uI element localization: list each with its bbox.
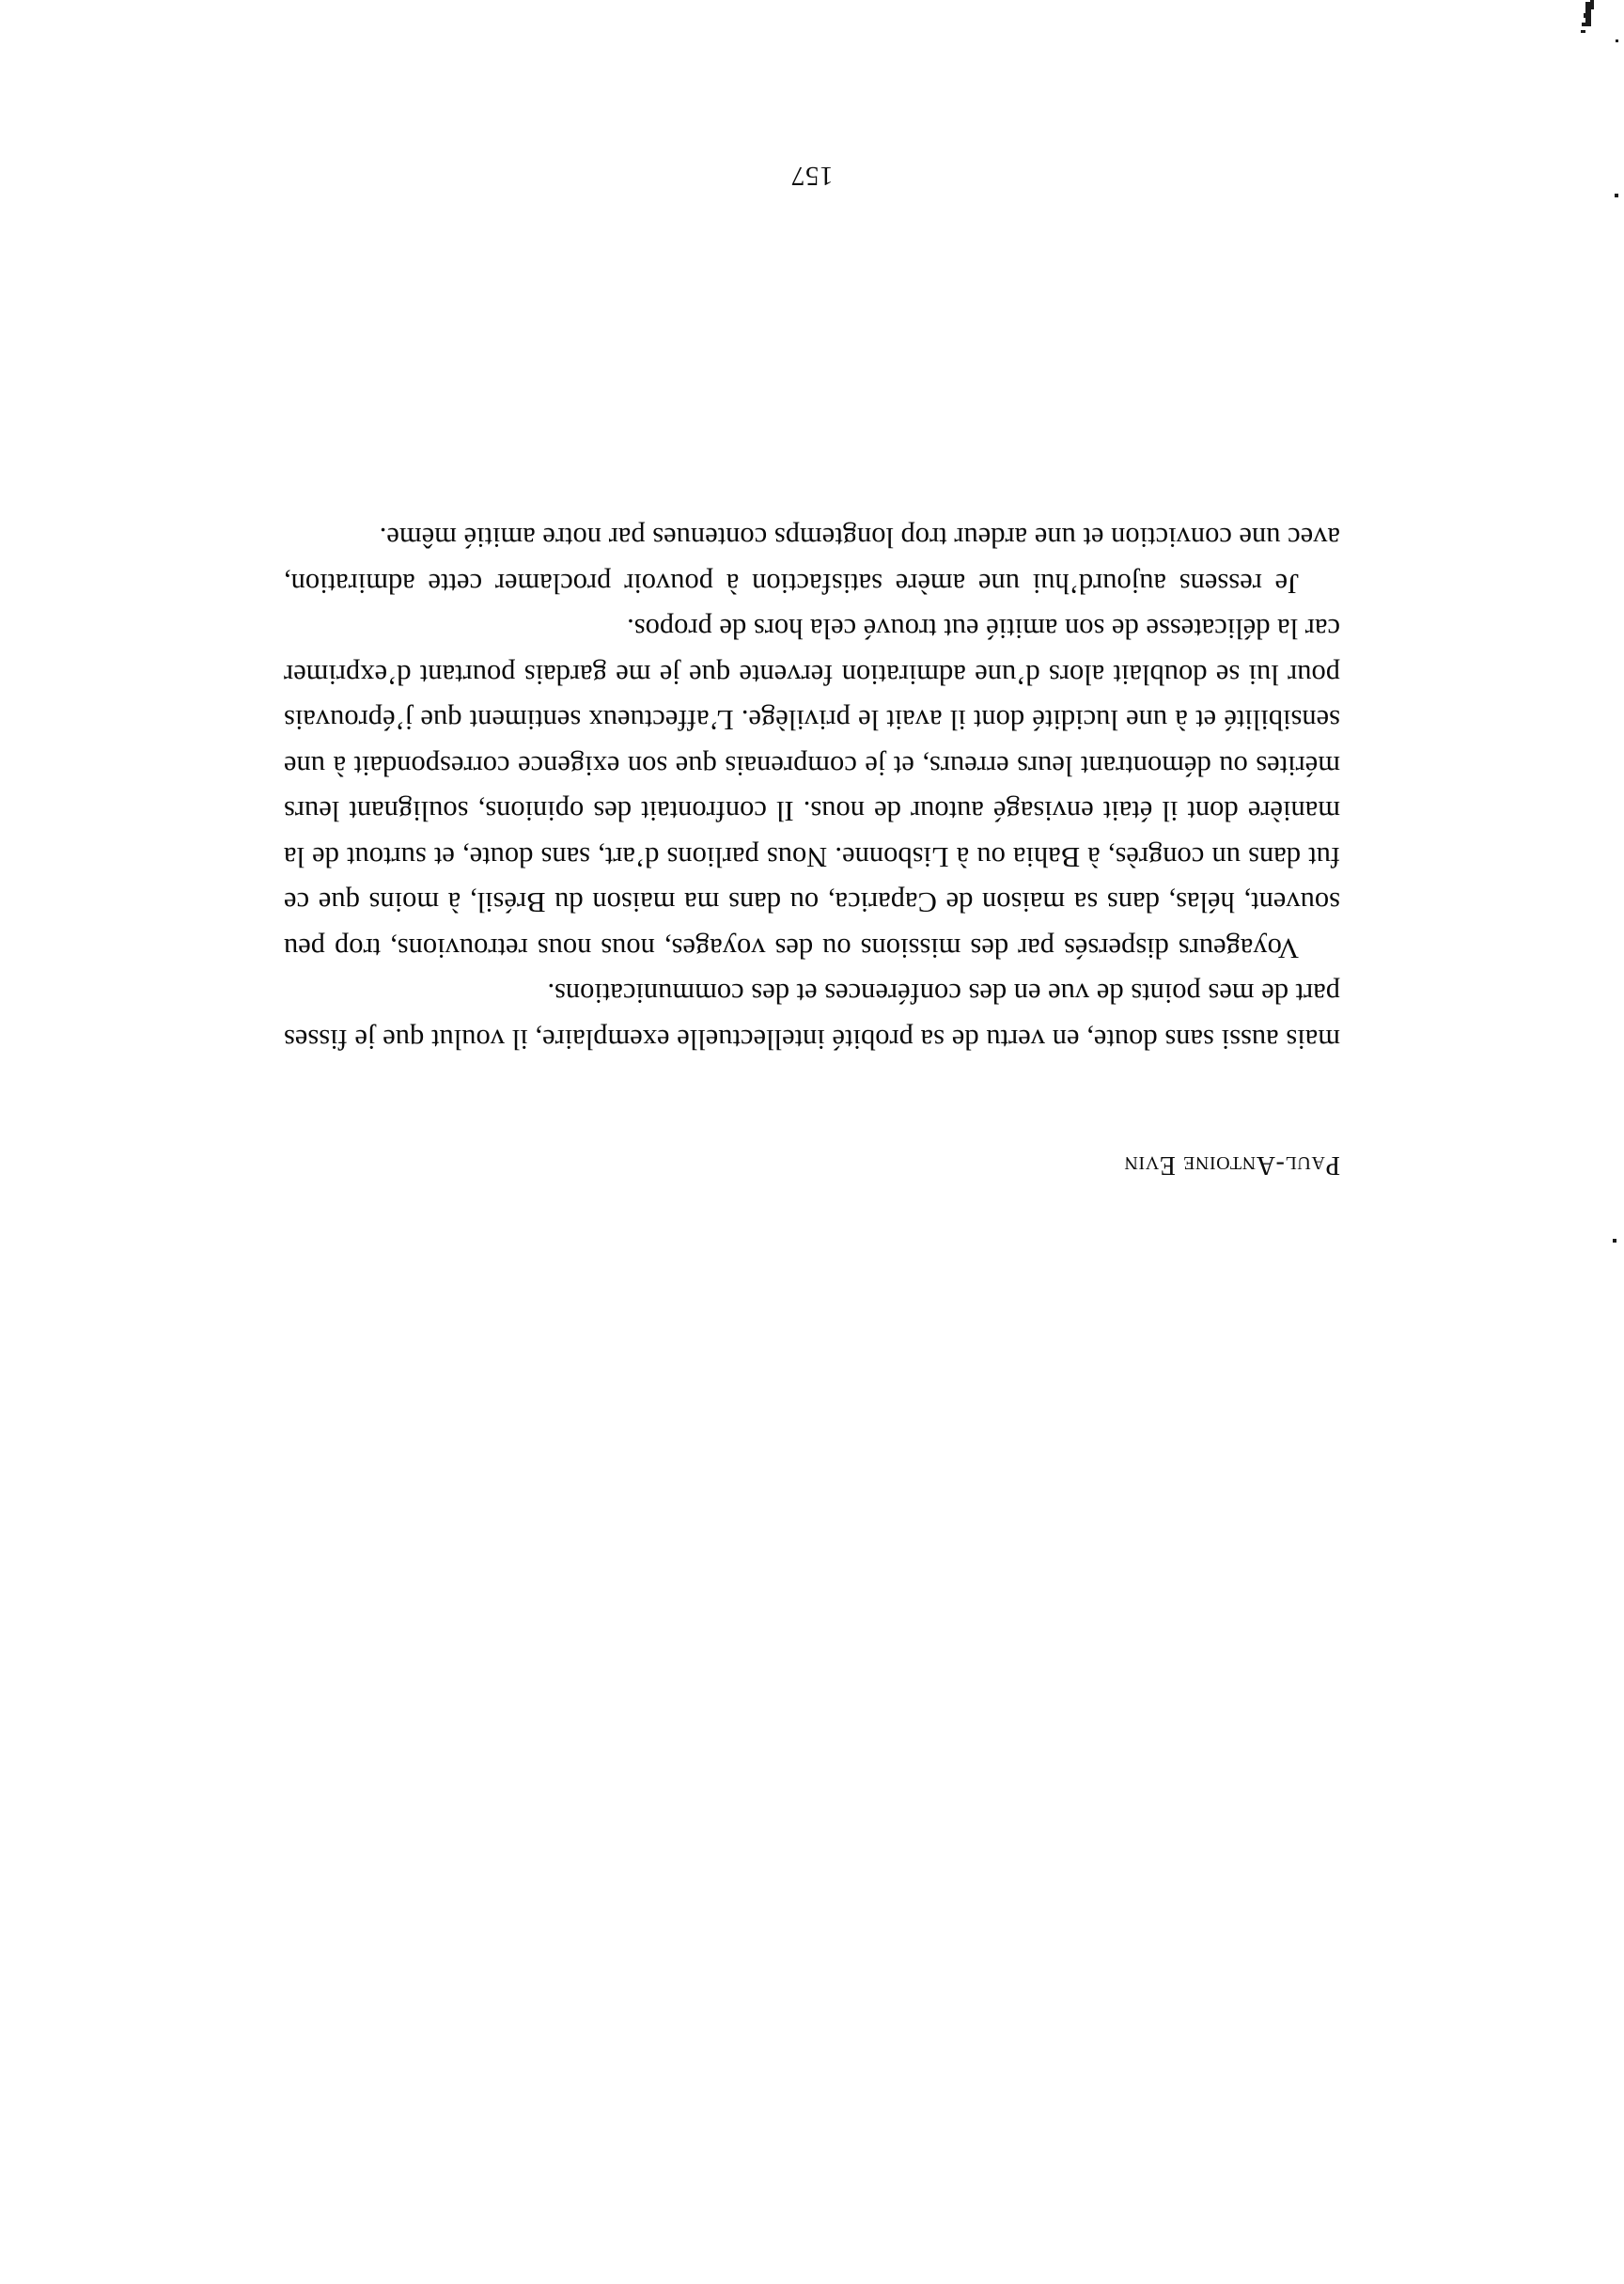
page-number: 157 bbox=[790, 161, 834, 191]
paragraph: Je ressens aujourd’hui une amère satisfaction à pouvoir proclamer cette admiration, avec une conviction et une ardeur trop longtemps contenues par notre amitié même. bbox=[284, 522, 1340, 600]
body-text-block bbox=[284, 515, 1340, 1062]
running-head: Paul-Antoine Evin bbox=[1123, 1150, 1340, 1180]
paragraph: mais aussi sans doute, en vertu de sa probité intellectuelle exemplaire, il voulut que je fisses part de mes points de vue en des conférences et des communications. bbox=[284, 978, 1340, 1056]
paragraph: Voyageurs dispersés par des missions ou des voyages, nous nous retrouvions, trop peu souvent, hélas, dans sa maison de Caparica, ou dans ma maison du Brésil, à moins que ce fut dans un congrès, à Bahia ou à Lisbonne. Nous parlions d’art, sans doute, et surtout de la manière dont il était envisagé autour de nous. Il confrontait des opinions, soulignant leurs mérites ou démontrant leurs erreurs, et je comprenais que son exigence correspondait à une sensibilité et à une lucidité dont il avait le privilège. L’affectueux sentiment que j’éprouvais pour lui se doublait alors d’une admiration fervente que je me gardais pourtant d’exprimer car la délicatesse de son amitié eut trouvé cela hors de propos. bbox=[284, 613, 1340, 964]
